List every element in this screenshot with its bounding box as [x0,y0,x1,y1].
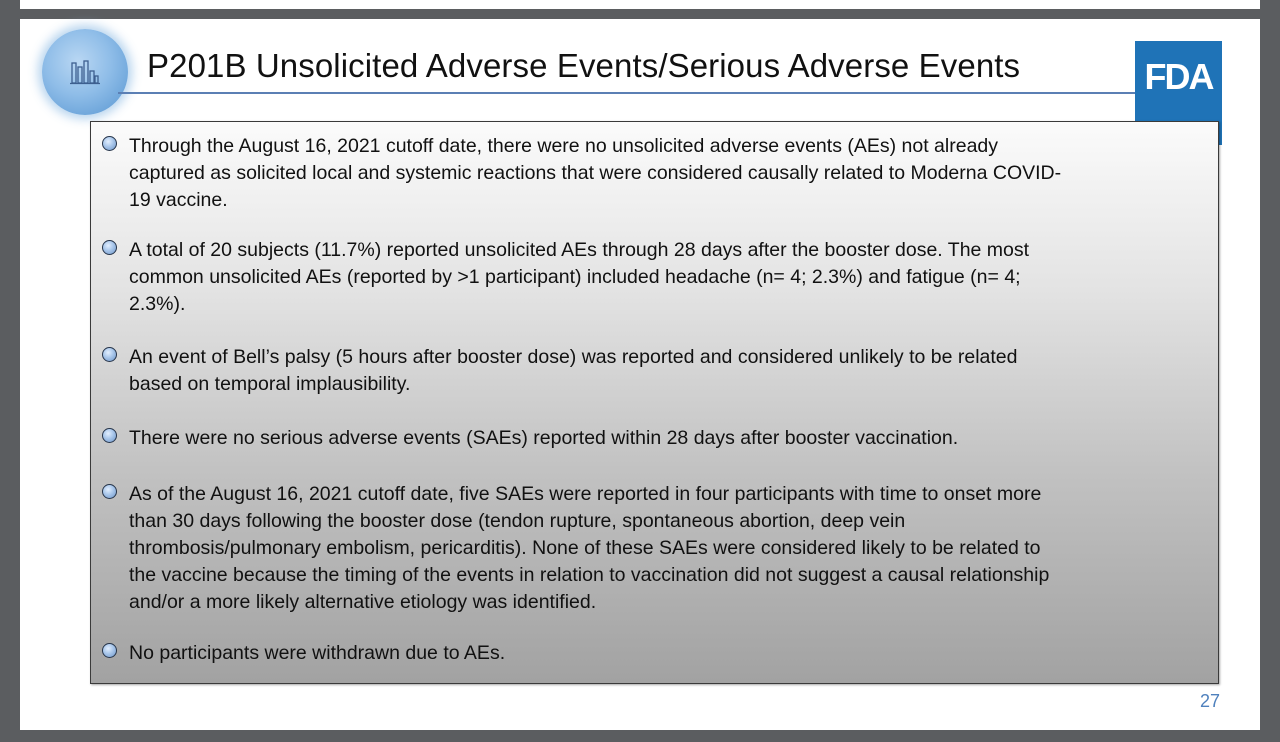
bar-chart-icon [42,29,128,115]
bullet-text: Through the August 16, 2021 cutoff date, there were no unsolicited adverse events (AEs) not already captured as solicited local and systemic reactions that were considered causally related to Moderna COVID- 19 vaccine. [129,135,1062,211]
bullet-text: There were no serious adverse events (SAEs) reported within 28 days after booster vaccination. [129,427,959,449]
bullet-list-box [90,121,1219,684]
bullet-circle-icon [102,240,117,255]
fda-logo-text: FDA [1144,56,1213,97]
bullet-circle-icon [102,428,117,443]
title-underline [118,92,1158,94]
bullet-circle-icon [102,643,117,658]
bullet-circle-icon [102,136,117,151]
slide [20,19,1260,730]
bullet-circle-icon [102,347,117,362]
previous-slide-edge[interactable] [20,0,1260,9]
bullet-text: As of the August 16, 2021 cutoff date, five SAEs were reported in four participants with time to onset more than 30 days following the booster dose (tendon rupture, spontaneous abortion, deep vein thrombosis/pulmonary embolism, pericarditis). None of these SAEs were considered likely to be related to the vaccine because the timing of the events in relation to vaccination did not suggest a causal relationship and/or a more likely alternative etiology was identified. [129,483,1050,613]
bullet-text: No participants were withdrawn due to AEs. [129,642,506,664]
bullet-circle-icon [102,484,117,499]
bullet-text: A total of 20 subjects (11.7%) reported unsolicited AEs through 28 days after the booster dose. The most common unsolicited AEs (reported by >1 participant) included headache (n= 4; 2.3%) and fatigue (n= 4; 2.3%). [129,239,1030,315]
slide-title: P201B Unsolicited Adverse Events/Serious Adverse Events [147,47,1021,84]
page-number: 27 [1200,691,1221,711]
bullet-text: An event of Bell’s palsy (5 hours after booster dose) was reported and considered unlikely to be related based on temporal implausibility. [129,346,1018,395]
